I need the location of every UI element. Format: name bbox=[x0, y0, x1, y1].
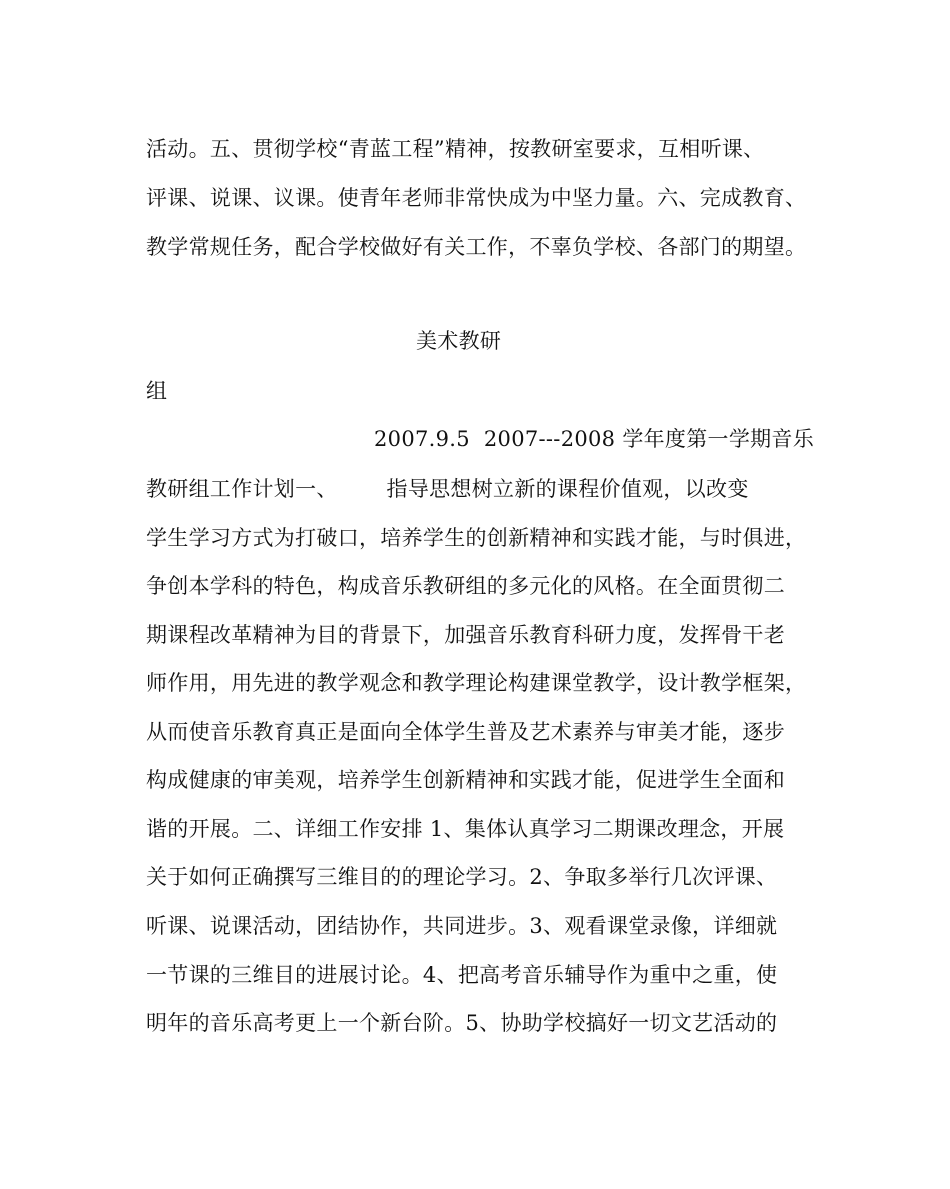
text-line: 评课、说课、议课。使青年老师非常快成为中坚力量。六、完成教育、 bbox=[146, 186, 807, 210]
text-line: 听课、说课活动，团结协作，共同进步。3、观看课堂录像，详细就 bbox=[146, 914, 778, 938]
text-line: 关于如何正确撰写三维目的的理论学习。2、争取多举行几次评课、 bbox=[146, 865, 778, 889]
text-line: 期课程改革精神为目的背景下，加强音乐教育科研力度，发挥骨干老 bbox=[146, 623, 785, 647]
text-line: 构成健康的审美观，培养学生创新精神和实践才能，促进学生全面和 bbox=[146, 768, 785, 792]
text-line: 从而使音乐教育真正是面向全体学生普及艺术素养与审美才能，逐步 bbox=[146, 720, 785, 744]
text-line: 一节课的三维目的进展讨论。4、把高考音乐辅导作为重中之重，使 bbox=[146, 963, 778, 987]
text-line: 明年的音乐高考更上一个新台阶。5、协助学校搞好一切文艺活动的 bbox=[146, 1011, 778, 1035]
text-line: 争创本学科的特色，构成音乐教研组的多元化的风格。在全面贯彻二 bbox=[146, 574, 785, 598]
signature-group-name: 美术教研 bbox=[416, 329, 502, 353]
text-line: 教学常规任务，配合学校做好有关工作，不辜负学校、各部门的期望。 bbox=[146, 235, 807, 259]
text-line: 学生学习方式为打破口，培养学生的创新精神和实践才能，与时俱进， bbox=[146, 526, 807, 550]
text-line: 谐的开展。二、详细工作安排 1、集体认真学习二期课改理念，开展 bbox=[146, 817, 785, 841]
date-and-title-line: 2007.9.5 2007---2008 学年度第一学期音乐 bbox=[374, 427, 815, 451]
text-line: 教研组工作计划一、 指导思想树立新的课程价值观，以改变 bbox=[146, 477, 749, 501]
text-line: 师作用，用先进的教学观念和教学理论构建课堂教学，设计教学框架， bbox=[146, 671, 807, 695]
signature-group-suffix: 组 bbox=[146, 379, 168, 403]
text-line: 活动。五、贯彻学校“青蓝工程”精神，按教研室要求，互相听课、 bbox=[146, 137, 765, 161]
